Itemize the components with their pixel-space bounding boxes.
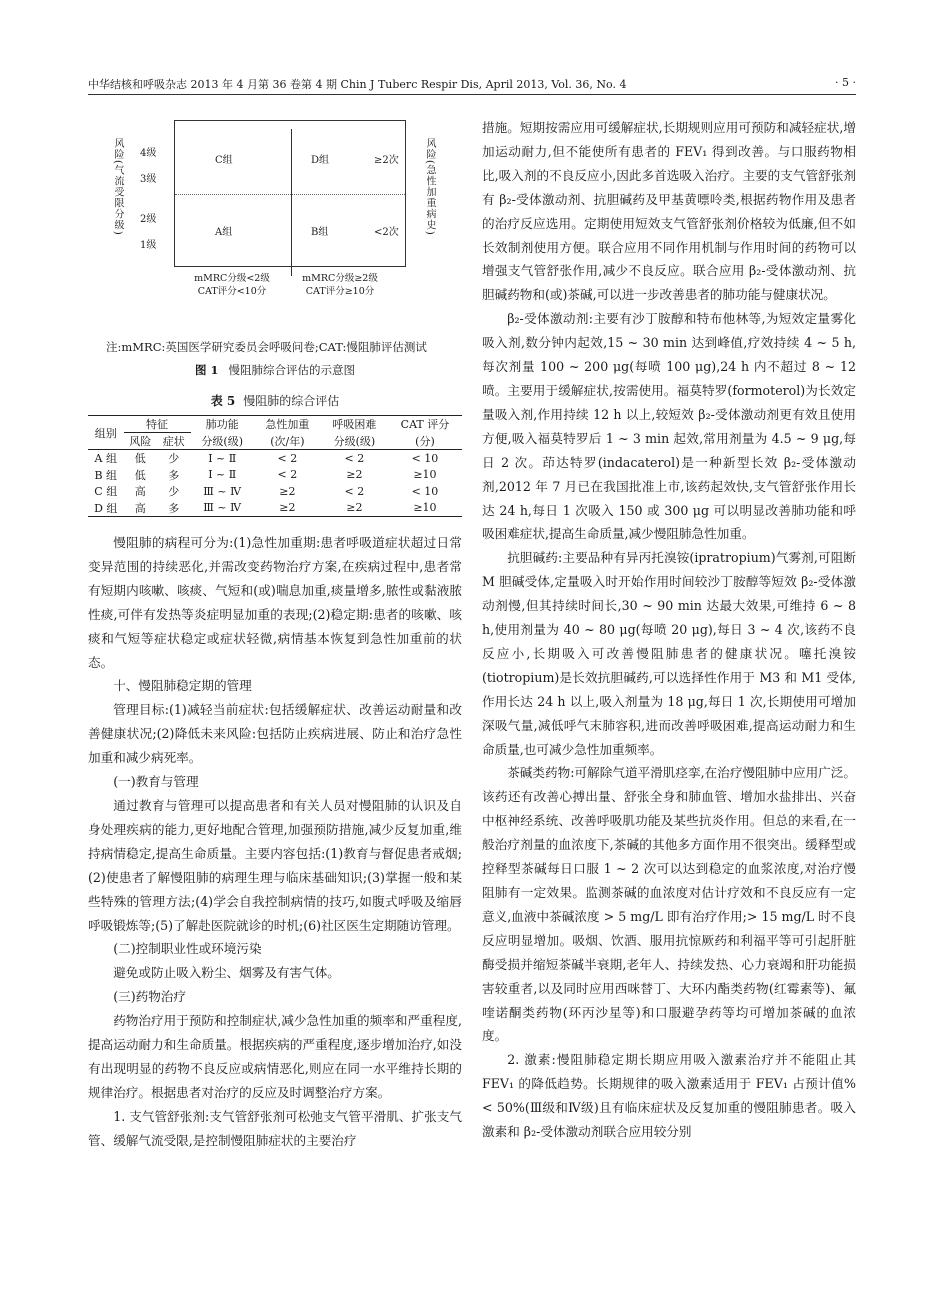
figure-right-axis-label: 风险(急性加重病史): [424, 138, 435, 236]
paragraph: 管理目标:(1)减轻当前症状:包括缓解症状、改善运动耐量和改善健康状况;(2)降低未来风险:包括防止疾病进展、防止和治疗急性加重和减少病死率。: [88, 702, 462, 766]
quadrant-b: B组: [311, 227, 329, 238]
right-column: [482, 116, 856, 1144]
table-cell: 多: [157, 500, 191, 517]
table-cell: ≥10: [413, 468, 437, 482]
quadrant-vertical-divider: [291, 129, 292, 276]
grade-label: 2级: [140, 214, 157, 225]
exacerbation-high-label: ≥2次: [374, 155, 399, 166]
grade-label: 4级: [140, 148, 157, 159]
paragraph: β₂-受体激动剂:主要有沙丁胺醇和特布他林等,为短效定量雾化吸入剂,数分钟内起效,15 ~ 30 min 达到峰值,疗效持续 4 ~ 5 h,每次剂量 100 ~ 200 μg(每喷 100 μg),24 h 内不超过 8 ~ 12 喷。主要用于缓解症状,按需使用。福莫特罗(formoterol)为长效定量吸入剂,作用持续 12 h 以上,较短效 β₂-受体激动剂更有效且使用方便,吸入福莫特罗后 1 ~ 3 min 起效,常用剂量为 4.5 ~ 9 μg,每日 2 次。茚达特罗(indacaterol)是一种新型长效 β₂-受体激动剂,2012 年 7 月已在我国批准上市,该药起效快,支气管舒张作用长达 24 h,每日 1 次吸入 150 或 300 μg 可以明显改善肺功能和呼吸困难症状,提高生命质量,减少慢阻肺急性加重。: [482, 311, 856, 542]
figure-caption: [88, 362, 462, 378]
page-number: · 5 ·: [835, 76, 856, 89]
table-caption: [88, 392, 462, 409]
th-lung-function: 肺功能: [191, 416, 254, 433]
table-row: [88, 483, 462, 500]
table-cell: 少: [168, 485, 180, 499]
th-cat-unit: (分): [388, 433, 462, 450]
paragraph: 避免或防止吸入粉尘、烟雾及有害气体。: [113, 965, 340, 981]
exacerbation-low-label: <2次: [374, 227, 399, 238]
table-cell: ≥2: [346, 468, 363, 482]
subsection-heading: (一)教育与管理: [113, 774, 199, 790]
quadrant-d: D组: [311, 155, 330, 166]
x-axis-label-left: [184, 272, 280, 298]
table-cell: < 2: [277, 451, 298, 465]
table-cell: 少: [168, 452, 180, 466]
quadrant-horizontal-divider: [175, 194, 405, 195]
table-cell: 高: [124, 500, 158, 517]
table-cell: ≥2: [279, 484, 296, 498]
x-axis-label-right-line1: mMRC分级≥2级: [302, 273, 378, 284]
quadrant-c: C组: [215, 155, 233, 166]
table-cell: Ⅰ ~ Ⅱ: [208, 468, 237, 482]
th-dyspnea-unit: 分级(级): [321, 433, 388, 450]
table-row: [88, 450, 462, 467]
subsection-heading: (二)控制职业性或环境污染: [113, 941, 262, 957]
x-axis-label-left-line2: CAT评分<10分: [197, 286, 267, 297]
table-caption-text: 慢阻肺的综合评估: [243, 394, 340, 408]
th-lung-function-unit: 分级(级): [191, 433, 254, 450]
paragraph: 药物治疗用于预防和控制症状,减少急性加重的频率和严重程度,提高运动耐力和生命质量。根据疾病的严重程度,逐步增加治疗,如没有出现明显的药物不良反应或病情恶化,则应在同一水平维持长期的规律治疗。根据患者对治疗的反应及时调整治疗方案。: [88, 1013, 462, 1100]
x-axis-label-right-line2: CAT评分≥10分: [305, 286, 375, 297]
left-column: [88, 112, 462, 1153]
paragraph: 通过教育与管理可以提高患者和有关人员对慢阻肺的认识及自身处理疾病的能力,更好地配合管理,加强预防措施,减少反复加重,维持病情稳定,提高生命质量。主要内容包括:(1)教育与督促患者戒烟;(2)使患者了解慢阻肺的病理生理与临床基础知识;(3)掌握一般和某些特殊的管理方法;(4)学会自我控制病情的技巧,如腹式呼吸及缩唇呼吸锻炼等;(5)了解赴医院就诊的时机;(6)社区医生定期随访管理。: [88, 797, 462, 933]
figure-note: 注:mMRC:英国医学研究委员会呼吸问卷;CAT:慢阻肺评估测试: [106, 340, 427, 354]
th-dyspnea: 呼吸困难: [321, 416, 388, 433]
quadrant-box: [174, 120, 406, 267]
table-cell: B 组: [94, 468, 118, 482]
table-cell: ≥2: [254, 500, 321, 517]
table-cell: ≥10: [388, 500, 462, 517]
paragraph: 1. 支气管舒张剂:支气管舒张剂可松弛支气管平滑肌、扩张支气管、缓解气流受限,是控制慢阻肺症状的主要治疗: [88, 1108, 462, 1148]
figure-1: [88, 112, 462, 337]
table-cell: A 组: [94, 452, 117, 466]
table-cell: 多: [168, 468, 180, 482]
table-cell: < 10: [411, 451, 439, 465]
figure-caption-text: 慢阻肺综合评估的示意图: [228, 363, 355, 377]
table-cell: ≥2: [321, 500, 388, 517]
table-cell: C 组: [94, 485, 118, 499]
table-cell: Ⅲ ~ Ⅳ: [203, 484, 242, 498]
table-cell: D 组: [88, 500, 124, 517]
table-caption-label: 表 5: [210, 394, 236, 408]
table-cell: 高: [134, 485, 146, 499]
grade-label: 1级: [140, 240, 157, 251]
figure-caption-label: 图 1: [194, 363, 219, 377]
figure-left-axis-label: 风险(气流受限分级): [112, 138, 123, 236]
table-5: [88, 415, 462, 517]
grade-label: 3级: [140, 174, 157, 185]
table-cell: 低: [134, 452, 146, 466]
paragraph: 茶碱类药物:可解除气道平滑肌痉挛,在治疗慢阻肺中应用广泛。该药还有改善心搏出量、舒张全身和肺血管、增加水盐排出、兴奋中枢神经系统、改善呼吸肌功能及某些抗炎作用。但总的来看,在一般治疗剂量的血浓度下,茶碱的其他多方面作用不很突出。缓释型或控释型茶碱每日口服 1 ~ 2 次可以达到稳定的血浆浓度,对治疗慢阻肺有一定效果。监测茶碱的血浓度对估计疗效和不良反应有一定意义,血液中茶碱浓度 > 5 mg/L 即有治疗作用;> 15 mg/L 时不良反应明显增加。吸烟、饮酒、服用抗惊厥药和利福平等可引起肝脏酶受损并缩短茶碱半衰期,老年人、持续发热、心力衰竭和肝功能损害较重者,以及同时应用西咪替丁、大环内酯类药物(红霉素等)、氟喹诺酮类药物(环丙沙星等)和口服避孕药等均可增加茶碱的血浓度。: [482, 765, 856, 1044]
table-cell: < 2: [344, 484, 365, 498]
journal-citation: 中华结核和呼吸杂志 2013 年 4 月第 36 卷第 4 期 Chin J Tuberc Respir Dis, April 2013, Vol. 36, No. 4: [88, 78, 627, 91]
subsection-heading: (三)药物治疗: [113, 989, 186, 1005]
paragraph: 措施。短期按需应用可缓解症状,长期规则应用可预防和减轻症状,增加运动耐力,但不能使所有患者的 FEV₁ 得到改善。与口服药物相比,吸入剂的不良反应小,因此多首选吸入治疗。主要的支气管舒张剂有 β₂-受体激动剂、抗胆碱药及甲基黄嘌呤类,根据药物作用及患者的治疗反应选用。定期使用短效支气管舒张剂价格较为低廉,但不如长效制剂使用方便。联合应用不同作用机制与作用时间的药物可以增强支气管舒张作用,减少不良反应。联合应用 β₂-受体激动剂、抗胆碱药物和(或)茶碱,可以进一步改善患者的肺功能与健康状况。: [482, 120, 856, 303]
table-cell: < 2: [344, 451, 365, 465]
quadrant-a: A组: [215, 227, 233, 238]
th-group: 组别: [88, 416, 124, 450]
th-cat: CAT 评分: [388, 416, 462, 433]
section-heading: 十、慢阻肺稳定期的管理: [113, 678, 252, 694]
table-cell: 低: [134, 468, 146, 482]
th-feature: 特征: [124, 416, 191, 433]
x-axis-label-left-line1: mMRC分级<2级: [194, 273, 270, 284]
th-symptom: 症状: [157, 433, 191, 450]
table-cell: Ⅰ ~ Ⅱ: [208, 451, 237, 465]
x-axis-label-right: [288, 272, 392, 298]
table-row: [88, 500, 462, 517]
paragraph: 抗胆碱药:主要品种有异丙托溴铵(ipratropium)气雾剂,可阻断 M 胆碱受体,定量吸入时开始作用时间较沙丁胺醇等短效 β₂-受体激动剂慢,但其持续时间长,30 ~ 90 min 达最大效果,可维持 6 ~ 8 h,使用剂量为 40 ~ 80 μg(每喷 20 μg),每日 3 ~ 4 次,该药不良反应小,长期吸入可改善慢阻肺患者的健康状况。噻托溴铵(tiotropium)是长效抗胆碱药,可以选择性作用于 M3 和 M1 受体,作用长达 24 h 以上,吸入剂量为 18 μg,每日 1 次,长期使用可增加深吸气量,减低呼气末肺容积,进而改善呼吸困难,提高运动耐力和生命质量,也可减少急性加重频率。: [482, 550, 856, 757]
table-cell: < 10: [411, 484, 439, 498]
th-exacerbation: 急性加重: [254, 416, 321, 433]
th-exacerbation-unit: (次/年): [254, 433, 321, 450]
table-cell: Ⅲ ~ Ⅳ: [191, 500, 254, 517]
header-rule: [88, 94, 856, 95]
paragraph: 2. 激素:慢阻肺稳定期长期应用吸入激素治疗并不能阻止其 FEV₁ 的降低趋势。长期规律的吸入激素适用于 FEV₁ 占预计值% < 50%(Ⅲ级和Ⅳ级)且有临床症状及反复加重的慢阻肺患者。吸入激素和 β₂-受体激动剂联合应用较分别: [482, 1052, 856, 1140]
table-row: [88, 467, 462, 484]
paragraph: 慢阻肺的病程可分为:(1)急性加重期:患者呼吸道症状超过日常变异范围的持续恶化,并需改变药物治疗方案,在疾病过程中,患者常有短期内咳嗽、咳痰、气短和(或)喘息加重,痰量增多,脓性或黏液脓性痰,可伴有发热等炎症明显加重的表现;(2)稳定期:患者的咳嗽、咳痰和气短等症状稳定或症状轻微,病情基本恢复到急性加重前的状态。: [88, 535, 462, 670]
th-risk: 风险: [124, 433, 158, 450]
table-cell: < 2: [277, 468, 298, 482]
